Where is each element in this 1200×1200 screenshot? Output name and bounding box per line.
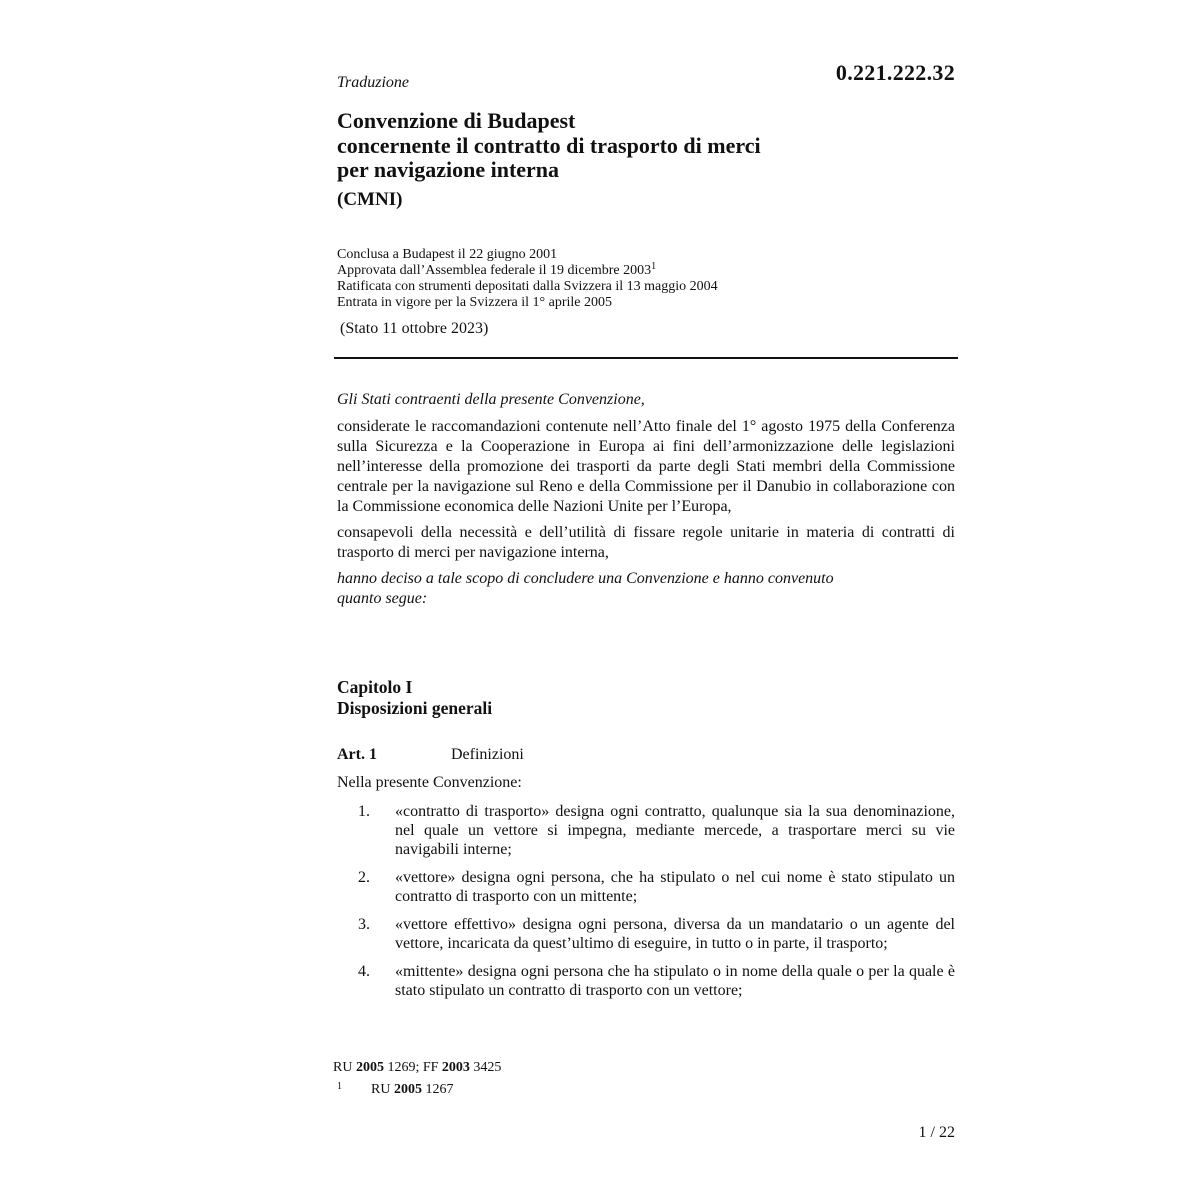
footnotes [333, 1058, 501, 1099]
list-item-text: «vettore» designa ogni persona, che ha stipulato o nel cui nome è stato stipulato un contratto di trasporto con un mittente; [395, 869, 955, 905]
meta-in-force: Entrata in vigore per la Svizzera il 1° aprile 2005 [337, 295, 612, 310]
footnote-page: 1267 [425, 1082, 454, 1097]
document-metadata [337, 247, 718, 311]
article-lead: Nella presente Convenzione: [337, 774, 522, 791]
ref-prefix: RU [333, 1060, 353, 1075]
footnote-mark: 1 [337, 1081, 342, 1092]
page-number: 1 / 22 [918, 1124, 955, 1141]
list-item-text: «vettore effettivo» designa ogni persona, diversa da un mandatario o un agente del vettore, incaricata da quest’ultimo di eseguire, in tutto o in parte, il trasporto; [395, 916, 955, 952]
list-item-number: 2. [358, 869, 370, 886]
chapter-number: Capitolo I [337, 677, 413, 697]
list-item [337, 962, 955, 1000]
footnote-1 [333, 1077, 501, 1099]
source-reference [333, 1058, 501, 1077]
translation-label: Traduzione [337, 74, 410, 91]
chapter-heading [337, 677, 492, 719]
sr-number: 0.221.222.32 [835, 60, 955, 85]
title-line-1: Convenzione di Budapest [337, 108, 576, 133]
preamble-closing [337, 569, 955, 609]
preamble-paragraph-1: considerate le raccomandazioni contenute nell’Atto finale del 1° agosto 1975 della Conferenza sulla Sicurezza e la Cooperazione in Europa ai fini dell’armonizzazione delle legislazioni nell’interesse della promozione dei trasporti da parte degli Stati membri della Commissione centrale per la navigazione sul Reno e della Commissione per il Danubio in collaborazione con la Commissione economica delle Nazioni Unite per l’Europa, [337, 418, 955, 515]
ref-page: 1269; FF [387, 1060, 439, 1075]
document-title [337, 109, 761, 183]
list-item-text: «contratto di trasporto» designa ogni contratto, qualunque sia la sua denominazione, nel quale un vettore si impegna, mediante mercede, a trasportare merci su vie navigabili interne; [395, 803, 955, 858]
ref-year: 2003 [441, 1060, 470, 1075]
footnote-year: 2005 [393, 1082, 422, 1097]
title-line-2: concernente il contratto di trasporto di merci [337, 132, 761, 158]
list-item-number: 1. [358, 803, 370, 820]
title-line-3: per navigazione interna [337, 157, 560, 182]
preamble-intro: Gli Stati contraenti della presente Convenzione, [337, 391, 645, 408]
list-item-number: 4. [358, 963, 370, 980]
list-item [337, 868, 955, 906]
preamble [337, 390, 955, 615]
list-item-text: «mittente» designa ogni persona che ha stipulato o in nome della quale o per la quale è stato stipulato un contratto di trasporto con un vettore; [395, 963, 955, 999]
ref-page: 3425 [473, 1060, 502, 1075]
meta-concluded: Conclusa a Budapest il 22 giugno 2001 [337, 247, 558, 262]
list-item [337, 802, 955, 859]
footnote-ref[interactable]: 1 [651, 261, 657, 272]
preamble-closing-line-2: quanto segue: [337, 590, 428, 607]
article-heading [337, 746, 524, 764]
chapter-title: Disposizioni generali [337, 698, 493, 718]
document-page [333, 0, 955, 1200]
list-item [337, 915, 955, 953]
definitions-list [337, 802, 955, 1009]
list-item-number: 3. [358, 916, 370, 933]
meta-ratified: Ratificata con strumenti depositati dalla Svizzera il 13 maggio 2004 [337, 279, 718, 294]
meta-approved: Approvata dall’Assemblea federale il 19 dicembre 2003 [337, 263, 652, 278]
header-divider [334, 357, 958, 359]
article-number: Art. 1 [337, 746, 377, 763]
meta-approved-line [337, 263, 718, 279]
footnote-prefix: RU [371, 1082, 391, 1097]
preamble-paragraph-2: consapevoli della necessità e dell’utilità di fissare regole unitarie in materia di contratti di trasporto di merci per navigazione interna, [337, 524, 955, 561]
preamble-closing-line-1: hanno deciso a tale scopo di concludere una Convenzione e hanno convenuto [337, 570, 834, 587]
title-abbreviation: (CMNI) [337, 189, 403, 210]
status-date: (Stato 11 ottobre 2023) [340, 320, 489, 337]
article-title: Definizioni [451, 746, 524, 763]
ref-year: 2005 [355, 1060, 384, 1075]
